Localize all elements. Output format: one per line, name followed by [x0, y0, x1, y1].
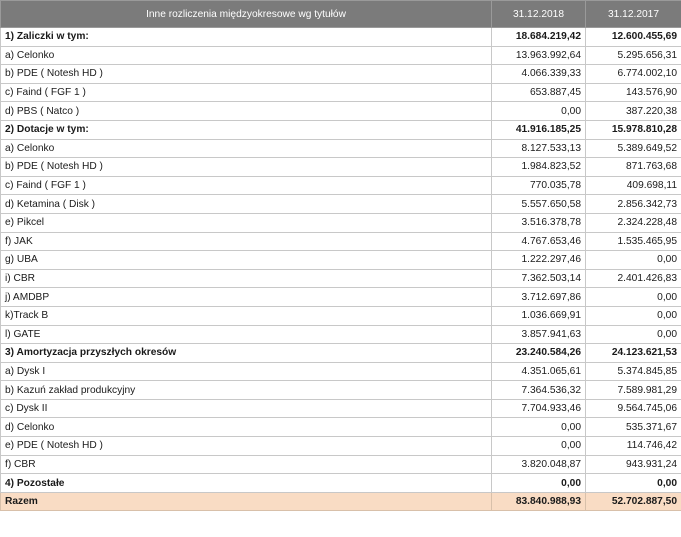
- table-row: [1, 195, 681, 214]
- row-label: i) CBR: [1, 269, 492, 288]
- table-row: [1, 158, 681, 177]
- row-label: g) UBA: [1, 251, 492, 270]
- value-2018: 23.240.584,26: [492, 344, 586, 363]
- row-label: k)Track B: [1, 306, 492, 325]
- table-row: [1, 251, 681, 270]
- row-label: d) Ketamina ( Disk ): [1, 195, 492, 214]
- value-2018: 7.364.536,32: [492, 381, 586, 400]
- row-label: b) PDE ( Notesh HD ): [1, 65, 492, 84]
- table-row: [1, 306, 681, 325]
- value-2018: 3.857.941,63: [492, 325, 586, 344]
- row-label: c) Faind ( FGF 1 ): [1, 176, 492, 195]
- header-title: Inne rozliczenia międzyokresowe wg tytułów: [1, 1, 492, 28]
- value-2017: 52.702.887,50: [586, 492, 681, 511]
- value-2018: 1.984.823,52: [492, 158, 586, 177]
- row-label: f) CBR: [1, 455, 492, 474]
- value-2017: 114.746,42: [586, 437, 681, 456]
- table-row: [1, 176, 681, 195]
- table-row: [1, 288, 681, 307]
- row-label: l) GATE: [1, 325, 492, 344]
- table-row: [1, 102, 681, 121]
- value-2018: 83.840.988,93: [492, 492, 586, 511]
- value-2018: 8.127.533,13: [492, 139, 586, 158]
- row-label: 2) Dotacje w tym:: [1, 120, 492, 139]
- row-label: f) JAK: [1, 232, 492, 251]
- value-2018: 7.362.503,14: [492, 269, 586, 288]
- value-2017: 387.220,38: [586, 102, 681, 121]
- value-2017: 943.931,24: [586, 455, 681, 474]
- table-body: [1, 28, 681, 511]
- value-2018: 0,00: [492, 418, 586, 437]
- value-2017: 15.978.810,28: [586, 120, 681, 139]
- table-row: [1, 269, 681, 288]
- table-row: [1, 46, 681, 65]
- row-label: c) Dysk II: [1, 399, 492, 418]
- table-row: [1, 65, 681, 84]
- row-label: 1) Zaliczki w tym:: [1, 28, 492, 47]
- value-2018: 770.035,78: [492, 176, 586, 195]
- section-row: [1, 344, 681, 363]
- row-label: d) PBS ( Natco ): [1, 102, 492, 121]
- table-row: [1, 139, 681, 158]
- value-2017: 5.374.845,85: [586, 362, 681, 381]
- table-row: [1, 362, 681, 381]
- row-label: e) PDE ( Notesh HD ): [1, 437, 492, 456]
- section-row: [1, 474, 681, 493]
- value-2018: 4.767.653,46: [492, 232, 586, 251]
- row-label: 4) Pozostałe: [1, 474, 492, 493]
- value-2018: 3.820.048,87: [492, 455, 586, 474]
- row-label: b) PDE ( Notesh HD ): [1, 158, 492, 177]
- value-2017: 2.856.342,73: [586, 195, 681, 214]
- row-label: b) Kazuń zakład produkcyjny: [1, 381, 492, 400]
- value-2017: 0,00: [586, 288, 681, 307]
- value-2018: 653.887,45: [492, 83, 586, 102]
- table-row: [1, 455, 681, 474]
- value-2017: 0,00: [586, 251, 681, 270]
- value-2018: 0,00: [492, 474, 586, 493]
- value-2017: 0,00: [586, 306, 681, 325]
- value-2018: 5.557.650,58: [492, 195, 586, 214]
- value-2017: 5.295.656,31: [586, 46, 681, 65]
- row-label: 3) Amortyzacja przyszłych okresów: [1, 344, 492, 363]
- table-row: [1, 325, 681, 344]
- value-2017: 9.564.745,06: [586, 399, 681, 418]
- value-2017: 2.401.426,83: [586, 269, 681, 288]
- value-2017: 143.576,90: [586, 83, 681, 102]
- value-2017: 2.324.228,48: [586, 213, 681, 232]
- value-2018: 1.036.669,91: [492, 306, 586, 325]
- header-date-2017: 31.12.2017: [586, 1, 681, 28]
- value-2018: 7.704.933,46: [492, 399, 586, 418]
- value-2017: 871.763,68: [586, 158, 681, 177]
- value-2017: 1.535.465,95: [586, 232, 681, 251]
- row-label: a) Celonko: [1, 139, 492, 158]
- value-2018: 3.516.378,78: [492, 213, 586, 232]
- row-label: a) Celonko: [1, 46, 492, 65]
- value-2018: 4.351.065,61: [492, 362, 586, 381]
- value-2017: 24.123.621,53: [586, 344, 681, 363]
- value-2017: 12.600.455,69: [586, 28, 681, 47]
- header-row: [1, 1, 681, 28]
- section-row: [1, 120, 681, 139]
- value-2018: 41.916.185,25: [492, 120, 586, 139]
- row-label: j) AMDBP: [1, 288, 492, 307]
- table-row: [1, 437, 681, 456]
- row-label: c) Faind ( FGF 1 ): [1, 83, 492, 102]
- row-label: e) Pikcel: [1, 213, 492, 232]
- row-label: d) Celonko: [1, 418, 492, 437]
- row-label: Razem: [1, 492, 492, 511]
- value-2017: 535.371,67: [586, 418, 681, 437]
- value-2018: 0,00: [492, 437, 586, 456]
- value-2018: 13.963.992,64: [492, 46, 586, 65]
- value-2018: 4.066.339,33: [492, 65, 586, 84]
- value-2017: 0,00: [586, 474, 681, 493]
- value-2018: 1.222.297,46: [492, 251, 586, 270]
- value-2017: 5.389.649,52: [586, 139, 681, 158]
- header-date-2018: 31.12.2018: [492, 1, 586, 28]
- section-row: [1, 28, 681, 47]
- table-row: [1, 381, 681, 400]
- value-2018: 18.684.219,42: [492, 28, 586, 47]
- table-row: [1, 399, 681, 418]
- table-row: [1, 232, 681, 251]
- value-2017: 7.589.981,29: [586, 381, 681, 400]
- table-header: [1, 1, 681, 28]
- value-2017: 6.774.002,10: [586, 65, 681, 84]
- value-2018: 0,00: [492, 102, 586, 121]
- table-row: [1, 213, 681, 232]
- value-2018: 3.712.697,86: [492, 288, 586, 307]
- value-2017: 0,00: [586, 325, 681, 344]
- total-row: [1, 492, 681, 511]
- value-2017: 409.698,11: [586, 176, 681, 195]
- table-row: [1, 83, 681, 102]
- row-label: a) Dysk I: [1, 362, 492, 381]
- table-row: [1, 418, 681, 437]
